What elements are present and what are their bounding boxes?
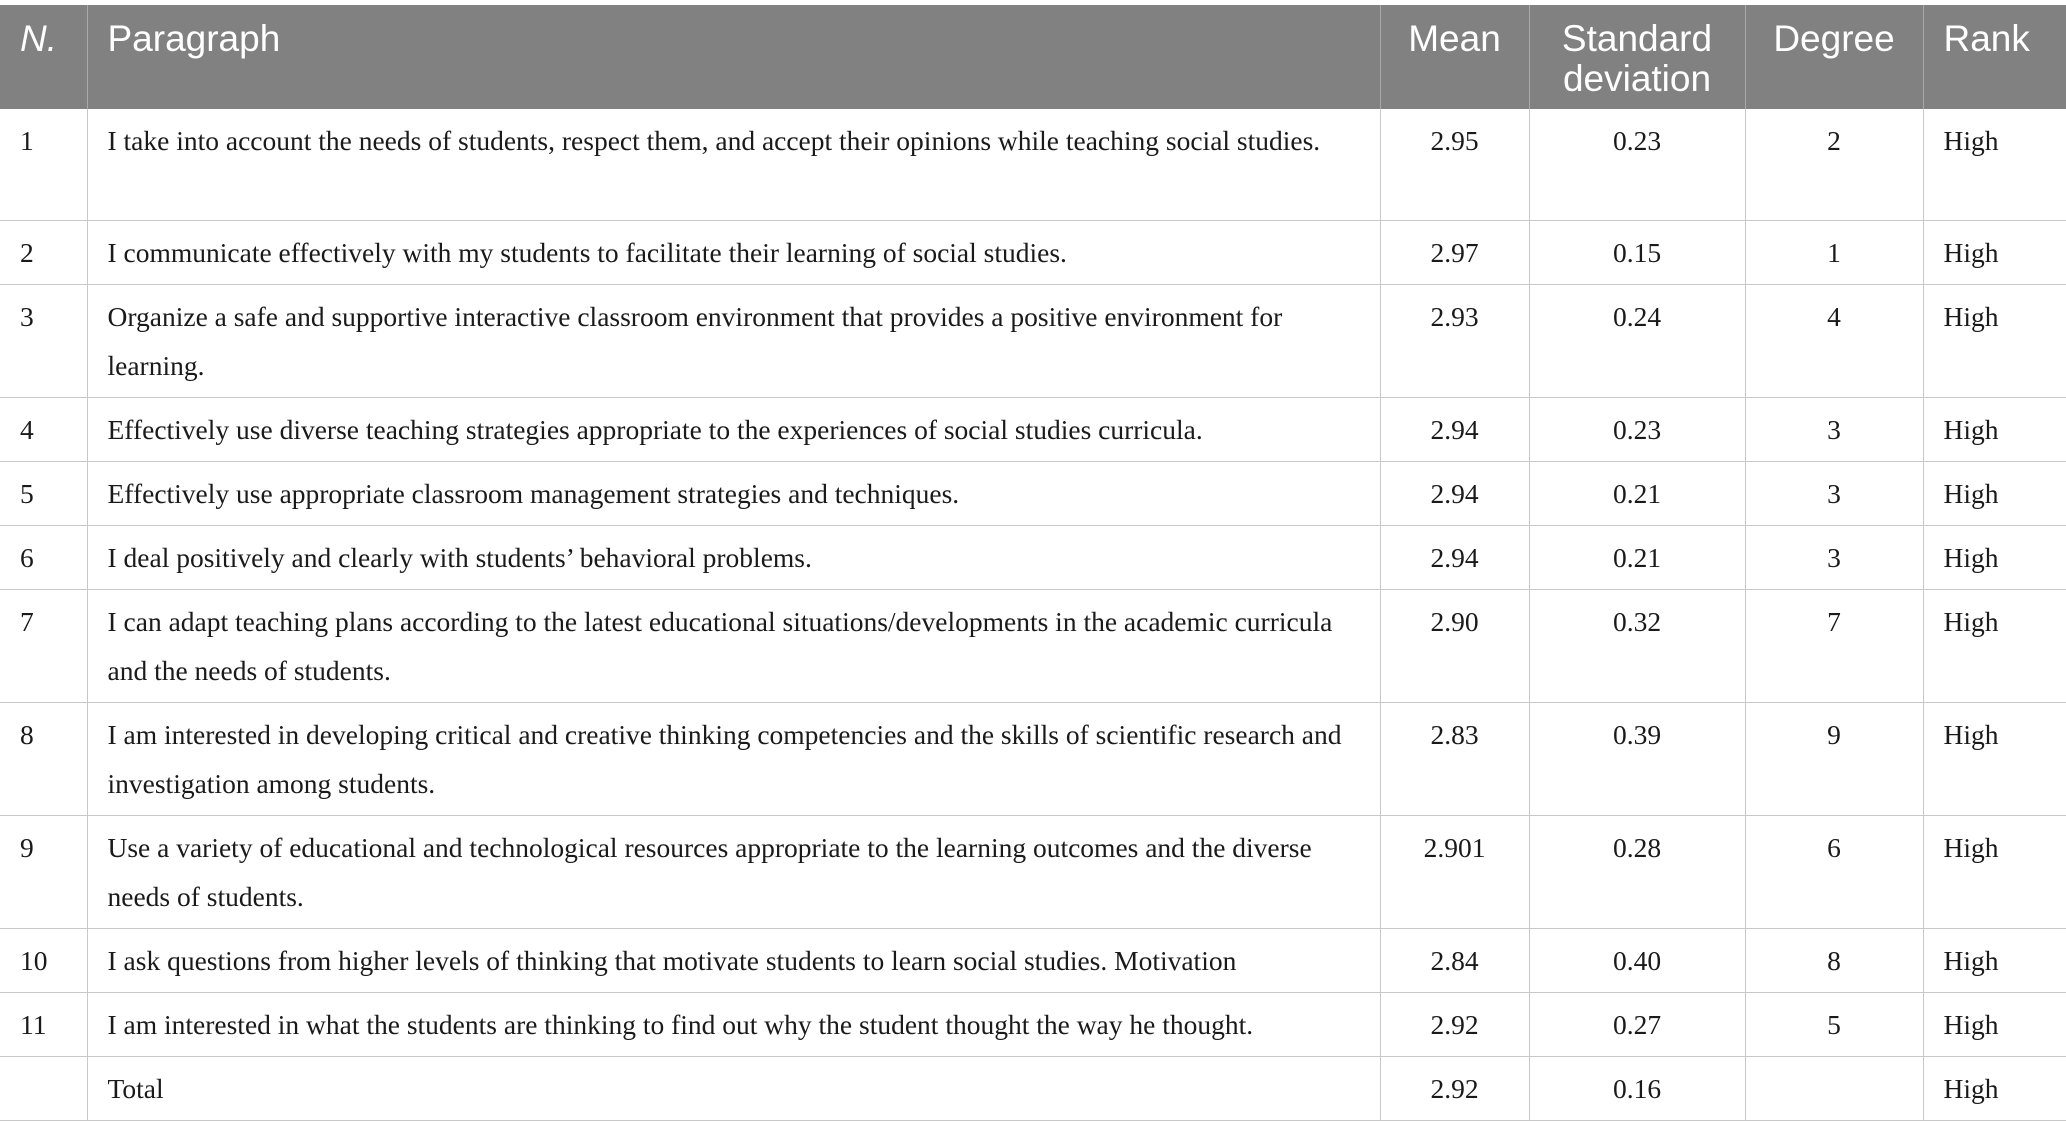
- cell-degree: 3: [1745, 461, 1923, 525]
- cell-paragraph: Effectively use diverse teaching strategies appropriate to the experiences of social studies curricula.: [87, 397, 1380, 461]
- cell-mean: 2.901: [1380, 815, 1529, 928]
- header-row: [0, 5, 2066, 109]
- table-row: [0, 702, 2066, 815]
- cell-rank: High: [1923, 461, 2066, 525]
- table-body: [0, 109, 2066, 1120]
- results-table: [0, 5, 2066, 1121]
- cell-paragraph: Total: [87, 1056, 1380, 1120]
- table-row: [0, 109, 2066, 220]
- cell-mean: 2.95: [1380, 109, 1529, 220]
- cell-paragraph: I take into account the needs of students, respect them, and accept their opinions while teaching social studies.: [87, 109, 1380, 220]
- table-row: [0, 589, 2066, 702]
- table-header: [0, 5, 2066, 109]
- cell-degree: 6: [1745, 815, 1923, 928]
- cell-rank: High: [1923, 284, 2066, 397]
- cell-n: [0, 1056, 87, 1120]
- cell-sd: 0.27: [1529, 992, 1745, 1056]
- cell-n: 10: [0, 928, 87, 992]
- cell-mean: 2.94: [1380, 397, 1529, 461]
- table-row: [0, 397, 2066, 461]
- header-degree: Degree: [1745, 5, 1923, 109]
- cell-degree: 1: [1745, 220, 1923, 284]
- table-row: [0, 461, 2066, 525]
- cell-mean: 2.92: [1380, 992, 1529, 1056]
- cell-rank: High: [1923, 992, 2066, 1056]
- header-paragraph: Paragraph: [87, 5, 1380, 109]
- cell-sd: 0.23: [1529, 109, 1745, 220]
- cell-sd: 0.15: [1529, 220, 1745, 284]
- cell-n: 7: [0, 589, 87, 702]
- cell-paragraph: I deal positively and clearly with students’ behavioral problems.: [87, 525, 1380, 589]
- table-row: [0, 992, 2066, 1056]
- cell-mean: 2.90: [1380, 589, 1529, 702]
- cell-sd: 0.23: [1529, 397, 1745, 461]
- table-row: [0, 815, 2066, 928]
- cell-paragraph: I ask questions from higher levels of thinking that motivate students to learn social studies. Motivation: [87, 928, 1380, 992]
- cell-paragraph: I communicate effectively with my students to facilitate their learning of social studies.: [87, 220, 1380, 284]
- cell-n: 8: [0, 702, 87, 815]
- cell-mean: 2.97: [1380, 220, 1529, 284]
- cell-degree: 3: [1745, 397, 1923, 461]
- cell-degree: 9: [1745, 702, 1923, 815]
- cell-n: 1: [0, 109, 87, 220]
- table-row: [0, 284, 2066, 397]
- cell-rank: High: [1923, 397, 2066, 461]
- cell-degree: 8: [1745, 928, 1923, 992]
- cell-sd: 0.24: [1529, 284, 1745, 397]
- cell-sd: 0.32: [1529, 589, 1745, 702]
- cell-rank: High: [1923, 589, 2066, 702]
- table-row: [0, 928, 2066, 992]
- cell-n: 6: [0, 525, 87, 589]
- cell-rank: High: [1923, 702, 2066, 815]
- cell-rank: High: [1923, 220, 2066, 284]
- cell-paragraph: I am interested in developing critical and creative thinking competencies and the skills of scientific research and investigation among students.: [87, 702, 1380, 815]
- cell-rank: High: [1923, 109, 2066, 220]
- cell-rank: High: [1923, 815, 2066, 928]
- cell-paragraph: Effectively use appropriate classroom management strategies and techniques.: [87, 461, 1380, 525]
- cell-sd: 0.39: [1529, 702, 1745, 815]
- header-rank: Rank: [1923, 5, 2066, 109]
- cell-degree: 7: [1745, 589, 1923, 702]
- cell-mean: 2.84: [1380, 928, 1529, 992]
- cell-n: 5: [0, 461, 87, 525]
- cell-n: 11: [0, 992, 87, 1056]
- cell-degree: 3: [1745, 525, 1923, 589]
- cell-rank: High: [1923, 525, 2066, 589]
- cell-sd: 0.21: [1529, 525, 1745, 589]
- cell-paragraph: I can adapt teaching plans according to the latest educational situations/developments in the academic curricula and the needs of students.: [87, 589, 1380, 702]
- cell-paragraph: Organize a safe and supportive interactive classroom environment that provides a positive environment for learning.: [87, 284, 1380, 397]
- cell-rank: High: [1923, 1056, 2066, 1120]
- cell-n: 3: [0, 284, 87, 397]
- table-row-total: [0, 1056, 2066, 1120]
- cell-n: 4: [0, 397, 87, 461]
- cell-degree: [1745, 1056, 1923, 1120]
- cell-degree: 2: [1745, 109, 1923, 220]
- cell-mean: 2.83: [1380, 702, 1529, 815]
- cell-sd: 0.40: [1529, 928, 1745, 992]
- cell-degree: 5: [1745, 992, 1923, 1056]
- cell-sd: 0.16: [1529, 1056, 1745, 1120]
- header-standard-deviation: Standard deviation: [1529, 5, 1745, 109]
- table-row: [0, 220, 2066, 284]
- cell-mean: 2.93: [1380, 284, 1529, 397]
- cell-paragraph: I am interested in what the students are thinking to find out why the student thought the way he thought.: [87, 992, 1380, 1056]
- cell-sd: 0.28: [1529, 815, 1745, 928]
- cell-mean: 2.94: [1380, 525, 1529, 589]
- cell-mean: 2.92: [1380, 1056, 1529, 1120]
- header-mean: Mean: [1380, 5, 1529, 109]
- cell-sd: 0.21: [1529, 461, 1745, 525]
- cell-n: 2: [0, 220, 87, 284]
- cell-mean: 2.94: [1380, 461, 1529, 525]
- cell-degree: 4: [1745, 284, 1923, 397]
- cell-paragraph: Use a variety of educational and technological resources appropriate to the learning outcomes and the diverse needs of students.: [87, 815, 1380, 928]
- table-row: [0, 525, 2066, 589]
- results-table-container: [0, 5, 2066, 1121]
- cell-rank: High: [1923, 928, 2066, 992]
- cell-n: 9: [0, 815, 87, 928]
- header-n: N.: [0, 5, 87, 109]
